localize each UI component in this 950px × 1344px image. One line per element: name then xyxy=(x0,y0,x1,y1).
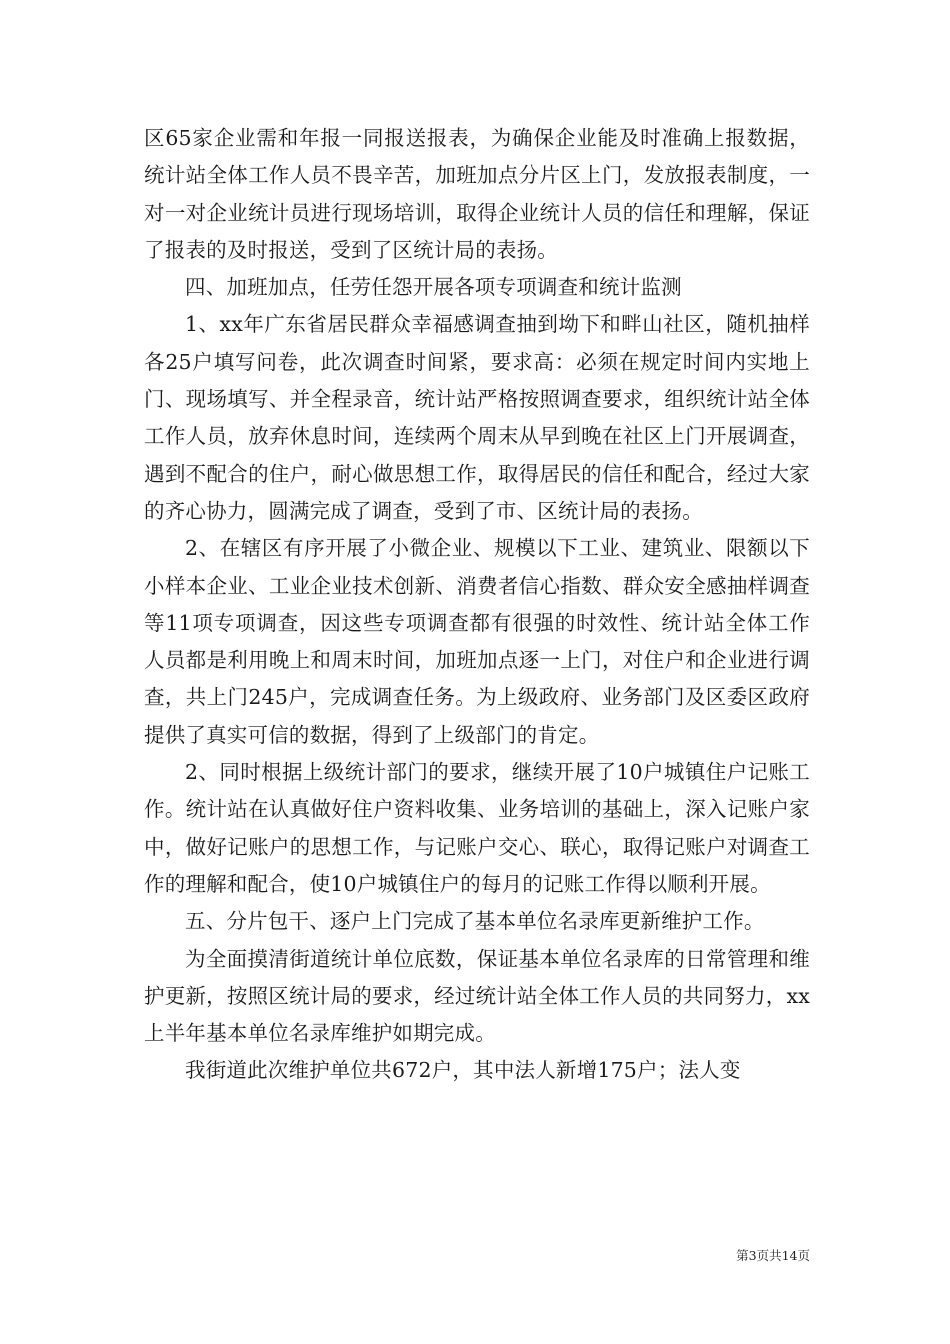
paragraph-directory: 为全面摸清街道统计单位底数，保证基本单位名录库的日常管理和维护更新，按照区统计局的要求，经过统计站全体工作人员的共同努力，xx上半年基本单位名录库维护如期完成。 xyxy=(144,946,810,1046)
paragraph-bookkeeping: 2、同时根据上级统计部门的要求，继续开展了10户城镇住户记账工作。统计站在认真做好住户资料收集、业务培训的基础上，深入记账户家中，做好记账户的思想工作，与记账户交心、联心，取得记账户对调查工作的理解和配合，使10户城镇住户的每月的记账工作得以顺利开展。 xyxy=(144,760,810,896)
paragraph-survey-1: 1、xx年广东省居民群众幸福感调查抽到坳下和畔山社区，随机抽样各25户填写问卷，此次调查时间紧，要求高：必须在规定时间内实地上门、现场填写、并全程录音，统计站严格按照调查要求，组织统计站全体工作人员，放弃休息时间，连续两个周末从早到晚在社区上门开展调查，遇到不配合的住户，耐心做思想工作，取得居民的信任和配合，经过大家的齐心协力，圆满完成了调查，受到了市、区统计局的表扬。 xyxy=(144,312,810,523)
paragraph-units: 我街道此次维护单位共672户，其中法人新增175户；法人变 xyxy=(185,1058,741,1083)
paragraph-survey-2: 2、在辖区有序开展了小微企业、规模以下工业、建筑业、限额以下小样本企业、工业企业技术创新、消费者信心指数、群众安全感抽样调查等11项专项调查，因这些专项调查都有很强的时效性、统计站全体工作人员都是利用晚上和周末时间，加班加点逐一上门，对住户和企业进行调查，共上门245户，完成调查任务。为上级政府、业务部门及区委区政府提供了真实可信的数据，得到了上级部门的肯定。 xyxy=(144,536,810,747)
page-number-footer: 第3页共14页 xyxy=(736,1248,810,1263)
paragraph-1: 区65家企业需和年报一同报送报表，为确保企业能及时准确上报数据，统计站全体工作人员不畏辛苦，加班加点分片区上门，发放报表制度，一对一对企业统计员进行现场培训，取得企业统计人员的信任和理解，保证了报表的及时报送，受到了区统计局的表扬。 xyxy=(144,126,810,262)
section-heading-5: 五、分片包干、逐户上门完成了基本单位名录库更新维护工作。 xyxy=(185,909,765,934)
section-heading-4: 四、加班加点，任劳任怨开展各项专项调查和统计监测 xyxy=(185,275,682,300)
document-body xyxy=(144,120,810,1090)
